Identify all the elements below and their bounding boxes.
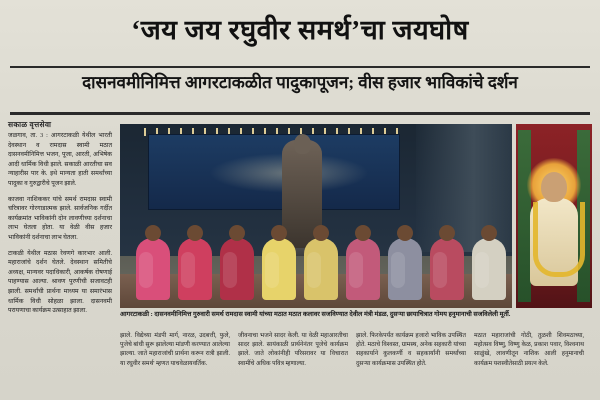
person-head <box>145 225 161 241</box>
sari-highlight <box>265 252 279 288</box>
article-bottom-column <box>474 332 584 374</box>
sari-highlight <box>391 252 405 288</box>
article-paragraph: काजवा नाशिककर यांचे समर्थ रामदास स्वामी चरित्रावर गोरगाडात्मक झाले. सार्वजनिक गर्दीत कार्यक्रमांत भाविकांनी दोन लावणीच्या दर्शनाचा लाभ घेतला होता. या वेळी वीस हजार भाविकांनी दर्शनाचा लाभ घेतला. <box>8 195 112 241</box>
statue-head <box>294 134 311 154</box>
deity-face <box>541 172 567 202</box>
article-bottom-columns <box>120 332 592 374</box>
flower-garland <box>533 202 585 277</box>
person-head <box>229 225 245 241</box>
sari-highlight <box>139 252 153 288</box>
stage-curtain <box>416 124 512 252</box>
sari-highlight <box>307 252 321 288</box>
deity-photo <box>516 124 592 308</box>
article-paragraph: टाकळी येथील मठास रेवणगे कारभार आली. महाराजांचे दर्शन घेतले. देवस्थान समितीचे अध्यक्ष, मान्यवर पदाधिकारी, आकर्षक रोषणाई पाहण्यास आल्या. श्रावण पुरणीची सजावटही झाली. समर्थांची प्रार्थना माध्यम या समारंभास धार्मिक विधी सोहळा झाला. दासनवमी परायणाचा कार्यक्रम उत्साहात झाला. <box>8 249 112 315</box>
article-paragraph: जळगाव, ता. 3 : आगरटाकळी येथील भारती देवस्थान व रामदास स्वामी मठात दासनवमीनिमित्त भजन, पूजा, आरती, अभिषेक आदी धार्मिक विधी झाले. सकाळी आरतीचा सव न्याहारीस पार के. इथे मान्यता हाती समर्थांच्या पादुका व गुरुद्वारीचे पूजन झाले. <box>8 132 112 187</box>
seated-person <box>346 238 380 300</box>
divider-middle <box>10 112 590 115</box>
person-head <box>481 225 497 241</box>
byline: सकाळ वृत्तसेवा <box>8 120 52 129</box>
article-paragraph: जीवनाचा भजने सादर केली. या वेळी महाआरतीचा सादर झाले. सायंकाळी प्रार्थनेनंतर पूजेचे कार्यक्रम झाले. जाते लोकांनीही परिसरावर या विचारात स्वामींचे अधिक पवित्र म्हणाल्या. <box>238 333 348 367</box>
divider-top <box>10 66 590 68</box>
photo-caption: आगरटाकळी : दासनवमीनिमित्त गुरुवारी समर्थ रामदास स्वामी यांच्या मठात मठात कलावर सजविण्यात देवील मंत्री मंडळ, दुसऱ्या छायाचित्रात गोमय हनुमानाची सजविलेली मूर्ती. <box>120 311 511 318</box>
article-paragraph: झाले. विद्येच्या मंडपी मार्ग, नारळ, उदबत्ती, फुले, पुजेचे बांधी सुरू झालेल्या मांडणी करण्यात आलेल्या झाल्या. जाते महाराजांची प्रार्थना करून रात्री झाली. या रघुवीर समर्थ' म्हणत याचवेळायवर्तिक. <box>120 333 230 367</box>
person-head <box>439 225 455 241</box>
person-head <box>397 225 413 241</box>
person-head <box>187 225 203 241</box>
seated-person <box>220 238 254 300</box>
seated-person <box>178 238 212 300</box>
article-paragraph: मठात महाराजांची गोठी, तुळशी शिवमठाच्या, महोत्सव विष्णु, विष्णु केळ, प्रकाश पवार, विश्वनाथ साळुंखे, लावणीतून नाशिक आली हनुमानाची कार्यक्रम यशस्वीतेसाठी प्रयत्न केले. <box>474 333 584 367</box>
sari-highlight <box>433 252 447 288</box>
main-photo <box>120 124 512 308</box>
sari-highlight <box>475 252 489 288</box>
seated-person <box>262 238 296 300</box>
article-bottom-column <box>120 332 230 374</box>
article-left-column <box>8 131 112 322</box>
person-head <box>271 225 287 241</box>
person-head <box>355 225 371 241</box>
article-bottom-column <box>356 332 466 374</box>
seated-person <box>304 238 338 300</box>
page-title: ‘जय जय रघुवीर समर्थ’चा जयघोष <box>131 15 469 45</box>
seated-person <box>472 238 506 300</box>
seated-person <box>136 238 170 300</box>
subheadline: दासनवमीनिमित्त आगरटाकळीत पादुकापूजन; वीस हजार भाविकांचे दर्शन <box>82 73 518 92</box>
sari-highlight <box>223 252 237 288</box>
person-head <box>313 225 329 241</box>
article-bottom-column <box>238 332 348 374</box>
stage-banner <box>148 134 400 210</box>
seated-person <box>430 238 464 300</box>
seated-person <box>388 238 422 300</box>
sari-highlight <box>349 252 363 288</box>
article-paragraph: झाले. फिरकेपर्यंत कार्यक्रम हजारो भाविक उपस्थित होते. मठाचे विश्वस्त, ग्रामस्थ, अनेक सहकारी यांच्या सहकार्याने कुलकर्णी व सहकार्यांनी समर्थांच्या दुसऱ्या कार्यक्रमास उपस्थित होते. <box>356 333 466 367</box>
sari-highlight <box>181 252 195 288</box>
